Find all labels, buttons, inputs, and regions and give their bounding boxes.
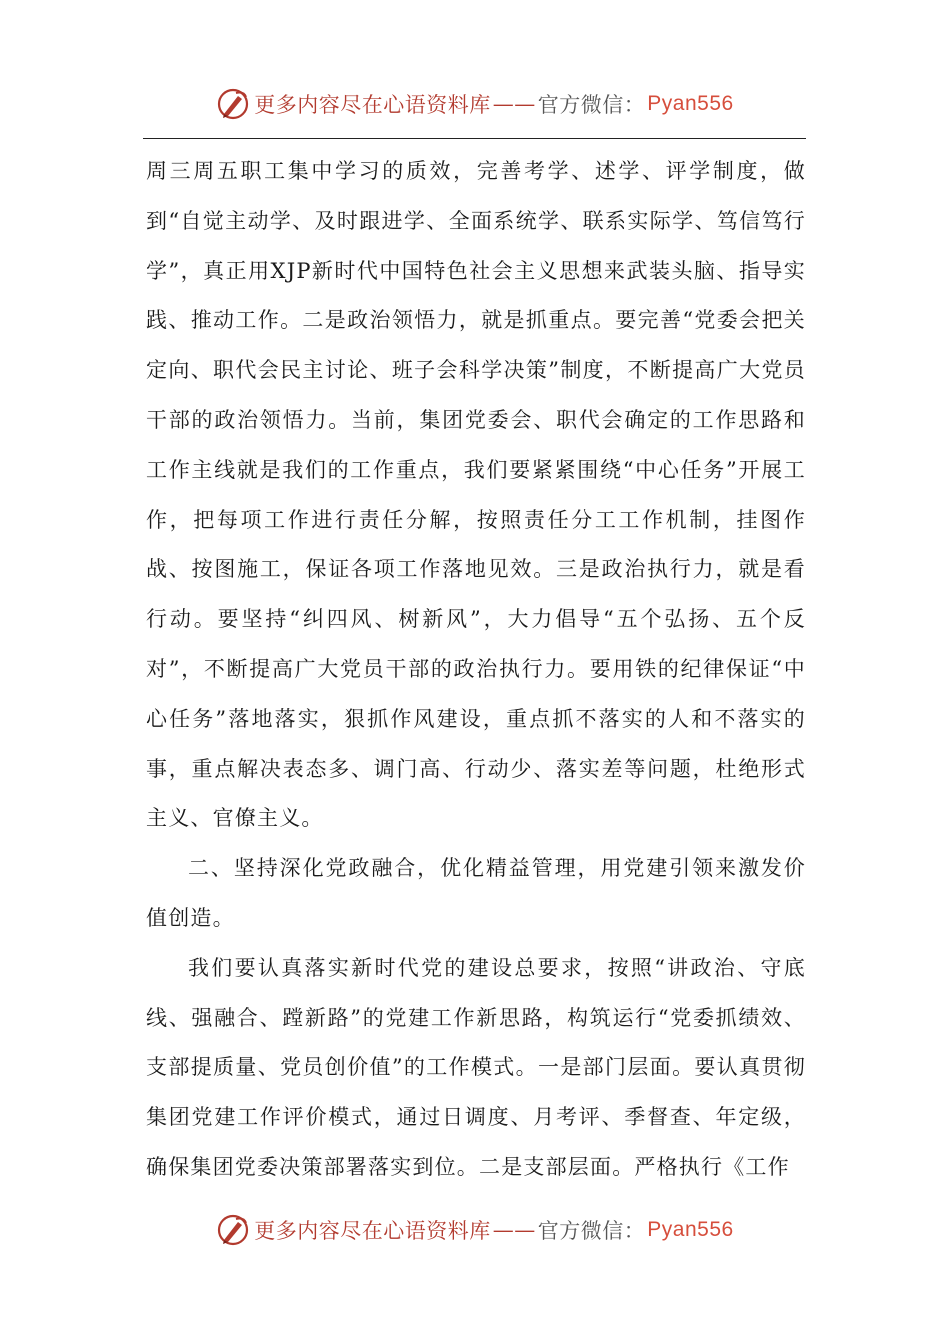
document-body: [146, 147, 806, 1193]
header-wechat-id: Pyan556: [647, 92, 734, 115]
paragraph-continuation: 周三周五职工集中学习的质效，完善考学、述学、评学制度，做到“自觉主动学、及时跟进学、全面系统学、联系实际学、笃信笃行学”，真正用XJP新时代中国特色社会主义思想来武装头脑、指导实践、推动工作。二是政治领悟力，就是抓重点。要完善“党委会把关定向、职代会民主讨论、班子会科学决策”制度，不断提高广大党员干部的政治领悟力。当前，集团党委会、职代会确定的工作思路和工作主线就是我们的工作重点，我们要紧紧围绕“中心任务”开展工作，把每项工作进行责任分解，按照责任分工工作机制，挂图作战、按图施工，保证各项工作落地见效。三是政治执行力，就是看行动。要坚持“纠四风、树新风”，大力倡导“五个弘扬、五个反对”，不断提高广大党员干部的政治执行力。要用铁的纪律保证“中心任务”落地落实，狠抓作风建设，重点抓不落实的人和不落实的事，重点解决表态多、调门高、行动少、落实差等问题，杜绝形式主义、官僚主义。: [146, 159, 806, 831]
paragraph-body: 我们要认真落实新时代党的建设总要求，按照“讲政治、守底线、强融合、蹚新路”的党建工作新思路，构筑运行“党委抓绩效、支部提质量、党员创价值”的工作模式。一是部门层面。要认真贯彻集团党建工作评价模式，通过日调度、月考评、季督查、年定级，确保集团党委决策部署落实到位。二是支部层面。严格执行《工作: [146, 955, 806, 1179]
footer-wechat-id: Pyan556: [647, 1218, 734, 1241]
header-divider: [143, 138, 806, 139]
footer-site-text: 更多内容尽在心语资料库: [254, 1219, 491, 1243]
pen-logo-icon: [216, 1213, 250, 1247]
footer-wechat-label: 官方微信：: [537, 1219, 646, 1243]
footer-banner: [0, 1210, 950, 1250]
header-site-text: 更多内容尽在心语资料库: [254, 93, 491, 117]
header-wechat-label: 官方微信：: [537, 93, 646, 117]
header-dash: ——: [492, 92, 536, 116]
pen-logo-icon: [216, 87, 250, 121]
header-banner: [0, 84, 950, 124]
section-heading: 二、坚持深化党政融合，优化精益管理，用党建引领来激发价值创造。: [146, 856, 806, 930]
footer-dash: ——: [492, 1218, 536, 1242]
